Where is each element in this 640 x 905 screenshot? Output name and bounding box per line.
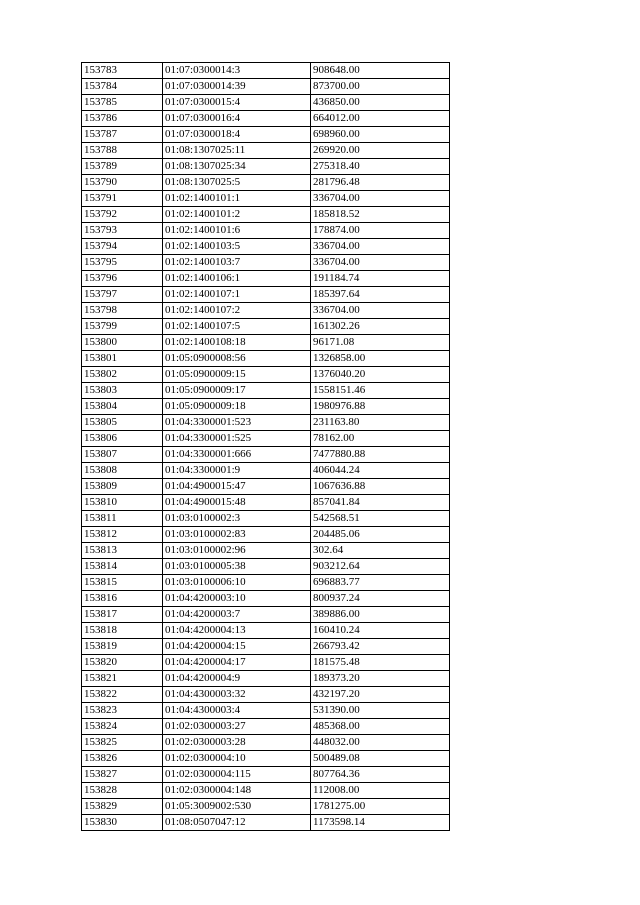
value-cell: 160410.24 [311,623,450,639]
cadastral-number-cell: 01:04:3300001:9 [163,463,311,479]
cadastral-number-cell: 01:08:0507047:12 [163,815,311,831]
table-row [82,815,450,831]
row-id-cell: 153809 [82,479,163,495]
value-cell: 336704.00 [311,255,450,271]
cadastral-number-cell: 01:02:1400107:5 [163,319,311,335]
cadastral-number-cell: 01:05:0900009:18 [163,399,311,415]
row-id-cell: 153797 [82,287,163,303]
table-row [82,415,450,431]
table-row [82,95,450,111]
table-row [82,255,450,271]
value-cell: 500489.08 [311,751,450,767]
value-cell: 389886.00 [311,607,450,623]
row-id-cell: 153803 [82,383,163,399]
row-id-cell: 153819 [82,639,163,655]
row-id-cell: 153804 [82,399,163,415]
table-row [82,223,450,239]
row-id-cell: 153784 [82,79,163,95]
row-id-cell: 153828 [82,783,163,799]
value-cell: 231163.80 [311,415,450,431]
cadastral-number-cell: 01:04:3300001:666 [163,447,311,463]
cadastral-number-cell: 01:02:1400103:5 [163,239,311,255]
value-cell: 189373.20 [311,671,450,687]
value-cell: 96171.08 [311,335,450,351]
row-id-cell: 153815 [82,575,163,591]
value-cell: 7477880.88 [311,447,450,463]
cadastral-number-cell: 01:08:1307025:11 [163,143,311,159]
row-id-cell: 153795 [82,255,163,271]
table-row [82,159,450,175]
cadastral-number-cell: 01:07:0300018:4 [163,127,311,143]
row-id-cell: 153785 [82,95,163,111]
value-cell: 436850.00 [311,95,450,111]
value-cell: 336704.00 [311,303,450,319]
row-id-cell: 153786 [82,111,163,127]
value-cell: 1376040.20 [311,367,450,383]
value-cell: 185818.52 [311,207,450,223]
value-cell: 857041.84 [311,495,450,511]
value-cell: 185397.64 [311,287,450,303]
table-row [82,479,450,495]
table-row [82,767,450,783]
value-cell: 406044.24 [311,463,450,479]
row-id-cell: 153816 [82,591,163,607]
value-cell: 161302.26 [311,319,450,335]
table-row [82,63,450,79]
table-row [82,719,450,735]
cadastral-number-cell: 01:04:4300003:4 [163,703,311,719]
table-row [82,463,450,479]
cadastral-number-cell: 01:02:1400103:7 [163,255,311,271]
table-row [82,639,450,655]
row-id-cell: 153798 [82,303,163,319]
cadastral-number-cell: 01:03:0100005:38 [163,559,311,575]
value-cell: 281796.48 [311,175,450,191]
table-row [82,239,450,255]
table-row [82,335,450,351]
table-row [82,751,450,767]
cadastral-number-cell: 01:02:0300004:148 [163,783,311,799]
row-id-cell: 153814 [82,559,163,575]
cadastral-number-cell: 01:04:4200003:7 [163,607,311,623]
row-id-cell: 153811 [82,511,163,527]
value-cell: 807764.36 [311,767,450,783]
table-row [82,703,450,719]
table-body [82,63,450,831]
cadastral-number-cell: 01:04:4200004:17 [163,655,311,671]
table-row [82,591,450,607]
value-cell: 1173598.14 [311,815,450,831]
cadastral-number-cell: 01:04:4200003:10 [163,591,311,607]
table-row [82,207,450,223]
value-cell: 78162.00 [311,431,450,447]
table-row [82,447,450,463]
cadastral-number-cell: 01:05:0900008:56 [163,351,311,367]
cadastral-number-cell: 01:07:0300015:4 [163,95,311,111]
row-id-cell: 153801 [82,351,163,367]
row-id-cell: 153817 [82,607,163,623]
value-cell: 448032.00 [311,735,450,751]
table-row [82,655,450,671]
row-id-cell: 153821 [82,671,163,687]
table-row [82,687,450,703]
row-id-cell: 153796 [82,271,163,287]
value-cell: 1558151.46 [311,383,450,399]
cadastral-number-cell: 01:04:4200004:9 [163,671,311,687]
row-id-cell: 153822 [82,687,163,703]
value-cell: 302.64 [311,543,450,559]
table-row [82,79,450,95]
table-row [82,191,450,207]
value-cell: 698960.00 [311,127,450,143]
row-id-cell: 153829 [82,799,163,815]
cadastral-number-cell: 01:02:0300004:115 [163,767,311,783]
value-cell: 1067636.88 [311,479,450,495]
value-cell: 269920.00 [311,143,450,159]
cadastral-number-cell: 01:04:4900015:47 [163,479,311,495]
row-id-cell: 153794 [82,239,163,255]
table-row [82,511,450,527]
cadastral-number-cell: 01:04:4200004:15 [163,639,311,655]
row-id-cell: 153823 [82,703,163,719]
value-cell: 696883.77 [311,575,450,591]
table-row [82,383,450,399]
cadastral-number-cell: 01:02:1400107:1 [163,287,311,303]
value-cell: 191184.74 [311,271,450,287]
value-cell: 903212.64 [311,559,450,575]
row-id-cell: 153783 [82,63,163,79]
cadastral-number-cell: 01:02:0300004:10 [163,751,311,767]
value-cell: 178874.00 [311,223,450,239]
row-id-cell: 153824 [82,719,163,735]
cadastral-number-cell: 01:04:4900015:48 [163,495,311,511]
table-row [82,735,450,751]
cadastral-number-cell: 01:02:1400107:2 [163,303,311,319]
cadastral-number-cell: 01:03:0100006:10 [163,575,311,591]
row-id-cell: 153790 [82,175,163,191]
row-id-cell: 153799 [82,319,163,335]
row-id-cell: 153805 [82,415,163,431]
value-cell: 800937.24 [311,591,450,607]
value-cell: 542568.51 [311,511,450,527]
value-cell: 1980976.88 [311,399,450,415]
row-id-cell: 153789 [82,159,163,175]
table-row [82,527,450,543]
cadastral-number-cell: 01:07:0300014:3 [163,63,311,79]
value-cell: 908648.00 [311,63,450,79]
row-id-cell: 153830 [82,815,163,831]
table-row [82,175,450,191]
cadastral-number-cell: 01:03:0100002:83 [163,527,311,543]
row-id-cell: 153791 [82,191,163,207]
table-row [82,287,450,303]
table-row [82,271,450,287]
cadastral-number-cell: 01:07:0300016:4 [163,111,311,127]
cadastral-number-cell: 01:04:4200004:13 [163,623,311,639]
cadastral-number-cell: 01:04:3300001:523 [163,415,311,431]
value-cell: 275318.40 [311,159,450,175]
row-id-cell: 153792 [82,207,163,223]
table-row [82,431,450,447]
row-id-cell: 153806 [82,431,163,447]
row-id-cell: 153813 [82,543,163,559]
cadastral-number-cell: 01:08:1307025:34 [163,159,311,175]
table-row [82,607,450,623]
cadastral-number-cell: 01:05:3009002:530 [163,799,311,815]
table-row [82,543,450,559]
cadastral-number-cell: 01:04:4300003:32 [163,687,311,703]
value-cell: 204485.06 [311,527,450,543]
table-row [82,399,450,415]
value-cell: 112008.00 [311,783,450,799]
cadastral-number-cell: 01:07:0300014:39 [163,79,311,95]
cadastral-number-cell: 01:02:1400101:2 [163,207,311,223]
data-table [81,62,450,831]
value-cell: 1781275.00 [311,799,450,815]
row-id-cell: 153800 [82,335,163,351]
value-cell: 1326858.00 [311,351,450,367]
table-row [82,559,450,575]
cadastral-number-cell: 01:02:1400108:18 [163,335,311,351]
cadastral-number-cell: 01:05:0900009:17 [163,383,311,399]
cadastral-number-cell: 01:02:1400101:6 [163,223,311,239]
table-row [82,367,450,383]
row-id-cell: 153788 [82,143,163,159]
value-cell: 485368.00 [311,719,450,735]
table-row [82,671,450,687]
value-cell: 432197.20 [311,687,450,703]
cadastral-number-cell: 01:03:0100002:3 [163,511,311,527]
table-row [82,783,450,799]
row-id-cell: 153818 [82,623,163,639]
value-cell: 266793.42 [311,639,450,655]
row-id-cell: 153793 [82,223,163,239]
row-id-cell: 153808 [82,463,163,479]
row-id-cell: 153812 [82,527,163,543]
cadastral-number-cell: 01:05:0900009:15 [163,367,311,383]
table-row [82,575,450,591]
row-id-cell: 153807 [82,447,163,463]
table-row [82,143,450,159]
value-cell: 336704.00 [311,239,450,255]
value-cell: 336704.00 [311,191,450,207]
table-row [82,495,450,511]
row-id-cell: 153826 [82,751,163,767]
value-cell: 664012.00 [311,111,450,127]
row-id-cell: 153825 [82,735,163,751]
table-row [82,351,450,367]
table-row [82,127,450,143]
cadastral-number-cell: 01:04:3300001:525 [163,431,311,447]
value-cell: 873700.00 [311,79,450,95]
cadastral-number-cell: 01:02:0300003:27 [163,719,311,735]
table-row [82,799,450,815]
cadastral-number-cell: 01:02:1400101:1 [163,191,311,207]
cadastral-number-cell: 01:02:1400106:1 [163,271,311,287]
row-id-cell: 153827 [82,767,163,783]
table-row [82,111,450,127]
row-id-cell: 153802 [82,367,163,383]
value-cell: 181575.48 [311,655,450,671]
table-row [82,303,450,319]
row-id-cell: 153787 [82,127,163,143]
row-id-cell: 153820 [82,655,163,671]
row-id-cell: 153810 [82,495,163,511]
cadastral-number-cell: 01:03:0100002:96 [163,543,311,559]
table-row [82,319,450,335]
table-row [82,623,450,639]
cadastral-number-cell: 01:02:0300003:28 [163,735,311,751]
cadastral-number-cell: 01:08:1307025:5 [163,175,311,191]
value-cell: 531390.00 [311,703,450,719]
